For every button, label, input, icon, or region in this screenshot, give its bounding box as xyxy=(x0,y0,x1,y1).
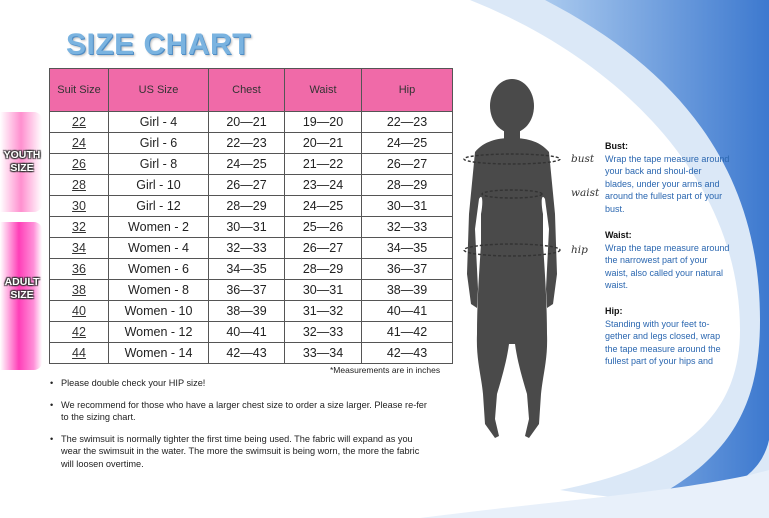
header-chest: Chest xyxy=(209,69,285,112)
waist-description xyxy=(605,229,733,292)
us-size-cell: Girl - 4 xyxy=(109,112,209,133)
hip-cell: 32—33 xyxy=(362,217,453,238)
hip-description xyxy=(605,305,733,368)
hip-label: hip xyxy=(571,244,588,256)
header-us-size: US Size xyxy=(109,69,209,112)
bust-heading: Bust: xyxy=(605,141,628,151)
header-suit-size: Suit Size xyxy=(50,69,109,112)
hip-cell: 28—29 xyxy=(362,175,453,196)
suit-size-cell: 32 xyxy=(50,217,109,238)
header-waist: Waist xyxy=(285,69,362,112)
body-shape xyxy=(467,138,557,438)
table-row xyxy=(50,133,453,154)
us-size-cell: Women - 14 xyxy=(109,343,209,364)
waist-cell: 25—26 xyxy=(285,217,362,238)
hip-cell: 30—31 xyxy=(362,196,453,217)
chest-cell: 32—33 xyxy=(209,238,285,259)
chest-cell: 28—29 xyxy=(209,196,285,217)
us-size-cell: Girl - 6 xyxy=(109,133,209,154)
chest-cell: 22—23 xyxy=(209,133,285,154)
hip-cell: 40—41 xyxy=(362,301,453,322)
us-size-cell: Women - 10 xyxy=(109,301,209,322)
table-header-row xyxy=(50,69,453,112)
chest-cell: 34—35 xyxy=(209,259,285,280)
suit-size-cell: 42 xyxy=(50,322,109,343)
suit-size-cell: 44 xyxy=(50,343,109,364)
table-row xyxy=(50,112,453,133)
table-row xyxy=(50,322,453,343)
table-row xyxy=(50,154,453,175)
adult-size-label: ADULT SIZE xyxy=(4,276,40,301)
suit-size-cell: 26 xyxy=(50,154,109,175)
measurements-note: *Measurements are in inches xyxy=(330,365,441,375)
note-item: • Please double check your HIP size! xyxy=(50,377,430,390)
hip-cell: 41—42 xyxy=(362,322,453,343)
table-row xyxy=(50,217,453,238)
chest-cell: 30—31 xyxy=(209,217,285,238)
hip-cell: 22—23 xyxy=(362,112,453,133)
chest-cell: 26—27 xyxy=(209,175,285,196)
chest-cell: 38—39 xyxy=(209,301,285,322)
hip-cell: 38—39 xyxy=(362,280,453,301)
waist-cell: 20—21 xyxy=(285,133,362,154)
suit-size-cell: 22 xyxy=(50,112,109,133)
chest-cell: 42—43 xyxy=(209,343,285,364)
bust-description xyxy=(605,140,733,216)
waist-heading: Waist: xyxy=(605,230,632,240)
us-size-cell: Women - 12 xyxy=(109,322,209,343)
hip-text: Standing with your feet to-gether and legs closed, wrap the tape measure around the fullest part of your hips and xyxy=(605,318,721,367)
waist-cell: 23—24 xyxy=(285,175,362,196)
note-item: • We recommend for those who have a larger chest size to order a size larger. Please re-fer to the sizing chart. xyxy=(50,399,430,424)
hip-cell: 26—27 xyxy=(362,154,453,175)
suit-size-cell: 30 xyxy=(50,196,109,217)
suit-size-cell: 24 xyxy=(50,133,109,154)
youth-size-label: YOUTH SIZE xyxy=(3,149,41,174)
waist-cell: 32—33 xyxy=(285,322,362,343)
bust-label: bust xyxy=(571,153,595,165)
us-size-cell: Women - 4 xyxy=(109,238,209,259)
hip-cell: 34—35 xyxy=(362,238,453,259)
size-table xyxy=(49,68,453,364)
table-row xyxy=(50,280,453,301)
chest-cell: 20—21 xyxy=(209,112,285,133)
waist-text: Wrap the tape measure around the narrowest part of your waist, also called your natural waist. xyxy=(605,242,730,291)
waist-cell: 33—34 xyxy=(285,343,362,364)
waist-cell: 19—20 xyxy=(285,112,362,133)
waist-cell: 26—27 xyxy=(285,238,362,259)
header-hip: Hip xyxy=(362,69,453,112)
chest-cell: 40—41 xyxy=(209,322,285,343)
us-size-cell: Girl - 8 xyxy=(109,154,209,175)
table-row xyxy=(50,238,453,259)
us-size-cell: Women - 2 xyxy=(109,217,209,238)
us-size-cell: Girl - 10 xyxy=(109,175,209,196)
notes-list xyxy=(50,377,430,479)
hip-cell: 24—25 xyxy=(362,133,453,154)
waist-cell: 30—31 xyxy=(285,280,362,301)
table-row xyxy=(50,301,453,322)
waist-cell: 21—22 xyxy=(285,154,362,175)
bust-text: Wrap the tape measure around your back and shoul-der blades, under your arms and around the fullest part of your bust. xyxy=(605,153,730,214)
head-shape xyxy=(490,79,534,133)
page-title: SIZE CHART xyxy=(66,28,251,61)
suit-size-cell: 34 xyxy=(50,238,109,259)
note-item: • The swimsuit is normally tighter the first time being used. The fabric will expand as you wear the swimsuit in the water. The more the swimsuit is being worn, the more the fabric will loosen overtime. xyxy=(50,433,430,471)
us-size-cell: Women - 8 xyxy=(109,280,209,301)
table-row xyxy=(50,343,453,364)
us-size-cell: Girl - 12 xyxy=(109,196,209,217)
suit-size-cell: 28 xyxy=(50,175,109,196)
chest-cell: 36—37 xyxy=(209,280,285,301)
chest-cell: 24—25 xyxy=(209,154,285,175)
suit-size-cell: 38 xyxy=(50,280,109,301)
suit-size-cell: 40 xyxy=(50,301,109,322)
waist-cell: 31—32 xyxy=(285,301,362,322)
table-row xyxy=(50,259,453,280)
waist-cell: 24—25 xyxy=(285,196,362,217)
waist-cell: 28—29 xyxy=(285,259,362,280)
us-size-cell: Women - 6 xyxy=(109,259,209,280)
table-row xyxy=(50,196,453,217)
hip-heading: Hip: xyxy=(605,306,623,316)
waist-label: waist xyxy=(571,187,600,199)
table-row xyxy=(50,175,453,196)
hip-cell: 42—43 xyxy=(362,343,453,364)
hip-cell: 36—37 xyxy=(362,259,453,280)
suit-size-cell: 36 xyxy=(50,259,109,280)
body-silhouette xyxy=(455,74,570,444)
